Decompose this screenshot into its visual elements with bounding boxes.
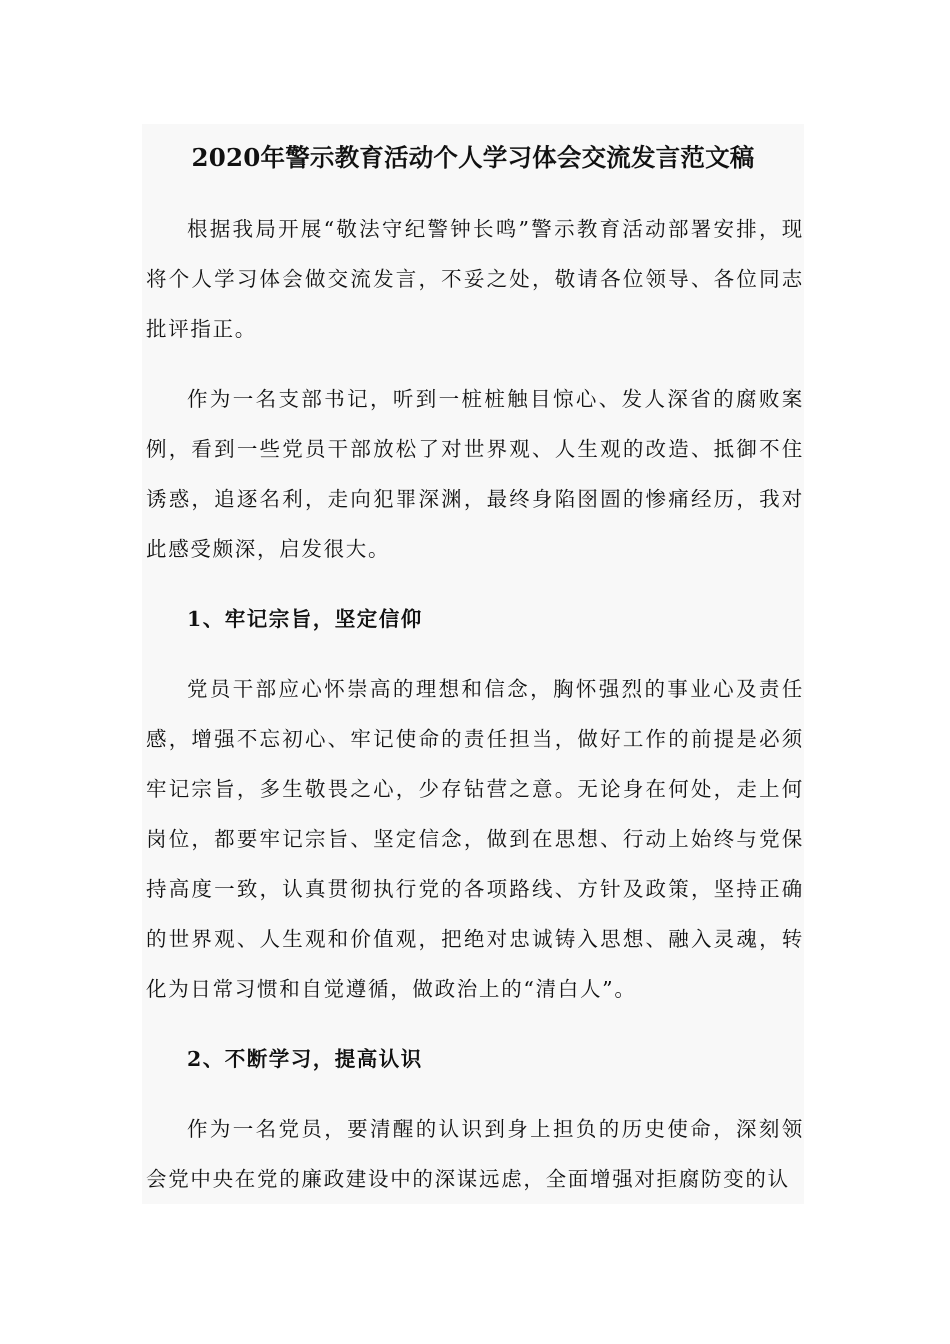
section-heading-2: 2、不断学习，提高认识 (187, 1047, 423, 1071)
document-title: 2020年警示教育活动个人学习体会交流发言范文稿 (191, 143, 755, 172)
section-body-2: 作为一名党员，要清醒的认识到身上担负的历史使命，深刻领会党中央在党的廉政建设中的深谋远虑，全面增强对拒腐防变的认 (146, 1117, 804, 1191)
reflection-paragraph: 作为一名支部书记，听到一桩桩触目惊心、发人深省的腐败案例，看到一些党员干部放松了对世界观、人生观的改造、抵御不住诱惑，追逐名利，走向犯罪深渊，最终身陷囹圄的惨痛经历，我对此感受颇深，启发很大。 (146, 387, 804, 561)
document-page (142, 124, 804, 1204)
intro-paragraph: 根据我局开展“敬法守纪警钟长鸣”警示教育活动部署安排，现将个人学习体会做交流发言，不妥之处，敬请各位领导、各位同志批评指正。 (146, 217, 804, 341)
section-heading-1: 1、牢记宗旨，坚定信仰 (187, 607, 423, 631)
section-body-1: 党员干部应心怀崇高的理想和信念，胸怀强烈的事业心及责任感，增强不忘初心、牢记使命的责任担当，做好工作的前提是必须牢记宗旨，多生敬畏之心，少存钻营之意。无论身在何处，走上何岗位，都要牢记宗旨、坚定信念，做到在思想、行动上始终与党保持高度一致，认真贯彻执行党的各项路线、方针及政策，坚持正确的世界观、人生观和价值观，把绝对忠诚铸入思想、融入灵魂，转化为日常习惯和自觉遵循，做政治上的“清白人”。 (146, 677, 804, 1001)
